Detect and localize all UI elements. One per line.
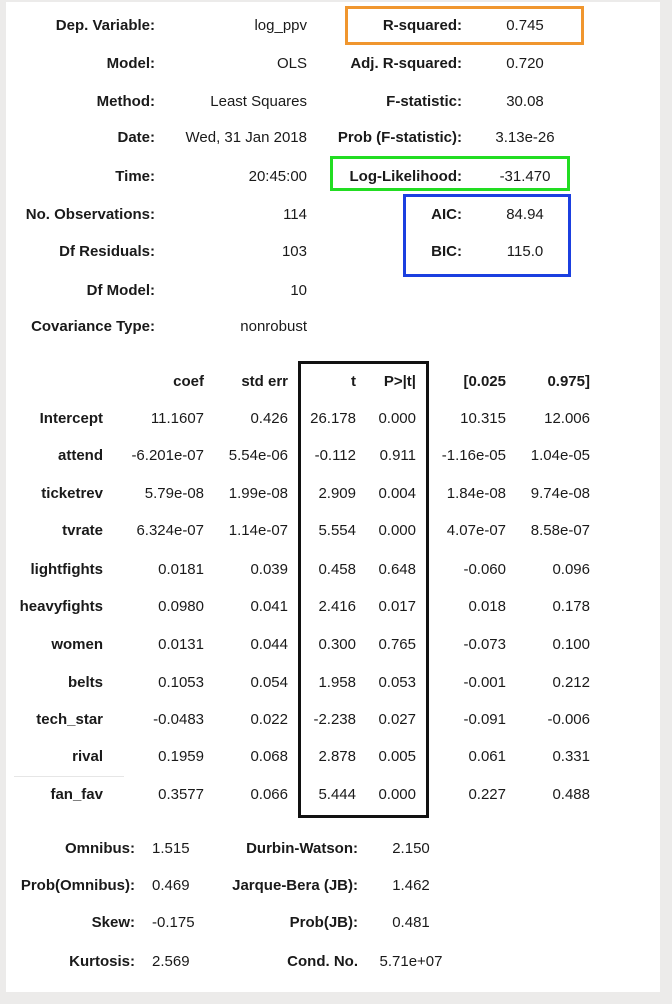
diagnostic-label: Jarque-Bera (JB): [232, 877, 358, 894]
r-squared-highlight-box [345, 6, 584, 45]
diagnostic-value: 2.569 [152, 953, 190, 970]
t-p-highlight-box [298, 361, 429, 818]
summary-label: AIC: [431, 206, 462, 223]
coef-cell: 0.212 [552, 674, 590, 691]
coef-cell: 0.054 [250, 674, 288, 691]
coef-cell: -2.238 [313, 711, 356, 728]
diagnostic-label: Durbin-Watson: [246, 840, 358, 857]
summary-label: Method: [96, 93, 155, 110]
coef-cell: 2.416 [318, 598, 356, 615]
aic-bic-highlight-box [403, 194, 571, 277]
coef-cell: 0.100 [552, 636, 590, 653]
coef-row-label: women [51, 636, 103, 653]
diagnostic-label: Kurtosis: [69, 953, 135, 970]
coef-cell: 1.04e-05 [530, 447, 590, 464]
summary-value: 20:45:00 [248, 168, 307, 185]
coef-cell: 0.178 [552, 598, 590, 615]
coef-cell: 0.227 [468, 786, 506, 803]
coef-cell: 1.14e-07 [228, 522, 288, 539]
summary-value: 115.0 [506, 243, 544, 260]
coef-cell: 26.178 [310, 410, 356, 427]
coef-cell: 0.000 [378, 786, 416, 803]
coef-cell: 0.1959 [158, 748, 204, 765]
log-likelihood-highlight-box [330, 156, 570, 191]
summary-label: Dep. Variable: [55, 17, 155, 34]
coef-cell: 0.0980 [158, 598, 204, 615]
coef-cell: 0.488 [552, 786, 590, 803]
coef-cell: -0.060 [463, 561, 506, 578]
summary-value: -31.470 [499, 168, 551, 185]
diagnostic-label: Omnibus: [65, 840, 135, 857]
coef-row-label: rival [72, 748, 103, 765]
summary-label: R-squared: [382, 17, 462, 34]
coef-row-label: tech_star [36, 711, 103, 728]
coef-cell: 0.004 [378, 485, 416, 502]
summary-label: Model: [106, 55, 155, 72]
coef-header: t [351, 373, 356, 390]
coef-cell: 6.324e-07 [136, 522, 204, 539]
summary-value: 84.94 [506, 206, 544, 223]
summary-label: Log-Likelihood: [349, 168, 462, 185]
coef-cell: -0.091 [463, 711, 506, 728]
coef-cell: 5.554 [318, 522, 356, 539]
row-separator [14, 776, 124, 777]
coef-cell: 0.061 [468, 748, 506, 765]
coef-row-label: belts [67, 674, 103, 691]
coef-cell: 8.58e-07 [530, 522, 590, 539]
coef-row-label: attend [58, 447, 103, 464]
coef-cell: 5.444 [318, 786, 356, 803]
summary-label: Date: [117, 129, 155, 146]
regression-summary-document [6, 2, 660, 992]
summary-value: 3.13e-26 [495, 129, 555, 146]
coef-cell: -1.16e-05 [441, 447, 506, 464]
coef-cell: 0.039 [250, 561, 288, 578]
coef-row-label: fan_fav [50, 786, 103, 803]
coef-cell: 2.909 [318, 485, 356, 502]
summary-value: nonrobust [240, 318, 307, 335]
coef-header: std err [241, 373, 288, 390]
coef-cell: 0.458 [318, 561, 356, 578]
coef-row-label: tvrate [62, 522, 103, 539]
summary-label: Covariance Type: [31, 318, 155, 335]
summary-value: Least Squares [210, 93, 307, 110]
diagnostic-value: 0.469 [152, 877, 190, 894]
summary-label: Prob (F-statistic): [337, 129, 462, 146]
diagnostic-label: Prob(JB): [289, 914, 358, 931]
diagnostic-value: 1.462 [392, 877, 430, 894]
summary-value: 0.720 [506, 55, 544, 72]
coef-cell: 11.1607 [150, 410, 204, 427]
coef-cell: 0.068 [250, 748, 288, 765]
summary-label: F-statistic: [386, 93, 462, 110]
summary-label: Df Residuals: [59, 243, 155, 260]
coef-cell: 0.648 [378, 561, 416, 578]
coef-cell: 0.426 [250, 410, 288, 427]
coef-cell: 1.958 [318, 674, 356, 691]
coef-cell: 9.74e-08 [530, 485, 590, 502]
diagnostic-label: Cond. No. [287, 953, 358, 970]
coef-row-label: lightfights [30, 561, 103, 578]
coef-header: P>|t| [383, 373, 416, 390]
diagnostic-label: Prob(Omnibus): [20, 877, 135, 894]
coef-cell: 4.07e-07 [446, 522, 506, 539]
coef-cell: 0.005 [378, 748, 416, 765]
diagnostic-value: -0.175 [152, 914, 195, 931]
coef-header: 0.975] [547, 373, 590, 390]
coef-cell: 12.006 [544, 410, 590, 427]
coef-header: [0.025 [463, 373, 506, 390]
diagnostic-value: 1.515 [152, 840, 190, 857]
coef-cell: -0.001 [463, 674, 506, 691]
coef-cell: -0.112 [314, 447, 356, 464]
coef-cell: -6.201e-07 [131, 447, 204, 464]
coef-cell: 1.99e-08 [228, 485, 288, 502]
summary-label: No. Observations: [25, 206, 155, 223]
summary-value: 103 [281, 243, 307, 260]
coef-cell: 0.0181 [158, 561, 204, 578]
coef-cell: 0.765 [378, 636, 416, 653]
summary-value: 10 [290, 282, 307, 299]
coef-cell: 0.017 [378, 598, 416, 615]
coef-cell: 0.053 [378, 674, 416, 691]
diagnostic-value: 2.150 [392, 840, 430, 857]
coef-cell: 10.315 [460, 410, 506, 427]
summary-label: BIC: [431, 243, 462, 260]
coef-cell: 0.018 [468, 598, 506, 615]
coef-cell: 0.331 [552, 748, 590, 765]
coef-cell: 0.027 [378, 711, 416, 728]
summary-label: Df Model: [86, 282, 155, 299]
coef-row-label: Intercept [39, 410, 103, 427]
coef-cell: 5.54e-06 [228, 447, 288, 464]
coef-header: coef [173, 373, 204, 390]
summary-value: log_ppv [254, 17, 307, 34]
coef-cell: -0.006 [547, 711, 590, 728]
coef-cell: 0.1053 [158, 674, 204, 691]
summary-value: 30.08 [506, 93, 544, 110]
summary-value: OLS [276, 55, 307, 72]
coef-cell: 0.3577 [158, 786, 204, 803]
coef-cell: 0.044 [250, 636, 288, 653]
coef-cell: -0.073 [463, 636, 506, 653]
diagnostic-label: Skew: [91, 914, 135, 931]
coef-cell: 2.878 [318, 748, 356, 765]
coef-cell: 0.066 [250, 786, 288, 803]
summary-value: 0.745 [506, 17, 544, 34]
coef-cell: 0.041 [250, 598, 288, 615]
coef-row-label: ticketrev [41, 485, 103, 502]
coef-cell: -0.0483 [153, 711, 204, 728]
coef-cell: 5.79e-08 [144, 485, 204, 502]
coef-cell: 0.911 [379, 447, 416, 464]
diagnostic-value: 0.481 [392, 914, 430, 931]
coef-cell: 0.000 [378, 522, 416, 539]
summary-label: Time: [115, 168, 155, 185]
diagnostic-value: 5.71e+07 [379, 953, 443, 970]
coef-cell: 0.000 [378, 410, 416, 427]
coef-cell: 0.022 [250, 711, 288, 728]
coef-cell: 0.096 [552, 561, 590, 578]
summary-value: Wed, 31 Jan 2018 [185, 129, 307, 146]
coef-row-label: heavyfights [19, 598, 103, 615]
summary-label: Adj. R-squared: [350, 55, 462, 72]
coef-cell: 0.300 [318, 636, 356, 653]
coef-cell: 1.84e-08 [446, 485, 506, 502]
summary-value: 114 [283, 206, 307, 223]
coef-cell: 0.0131 [158, 636, 204, 653]
